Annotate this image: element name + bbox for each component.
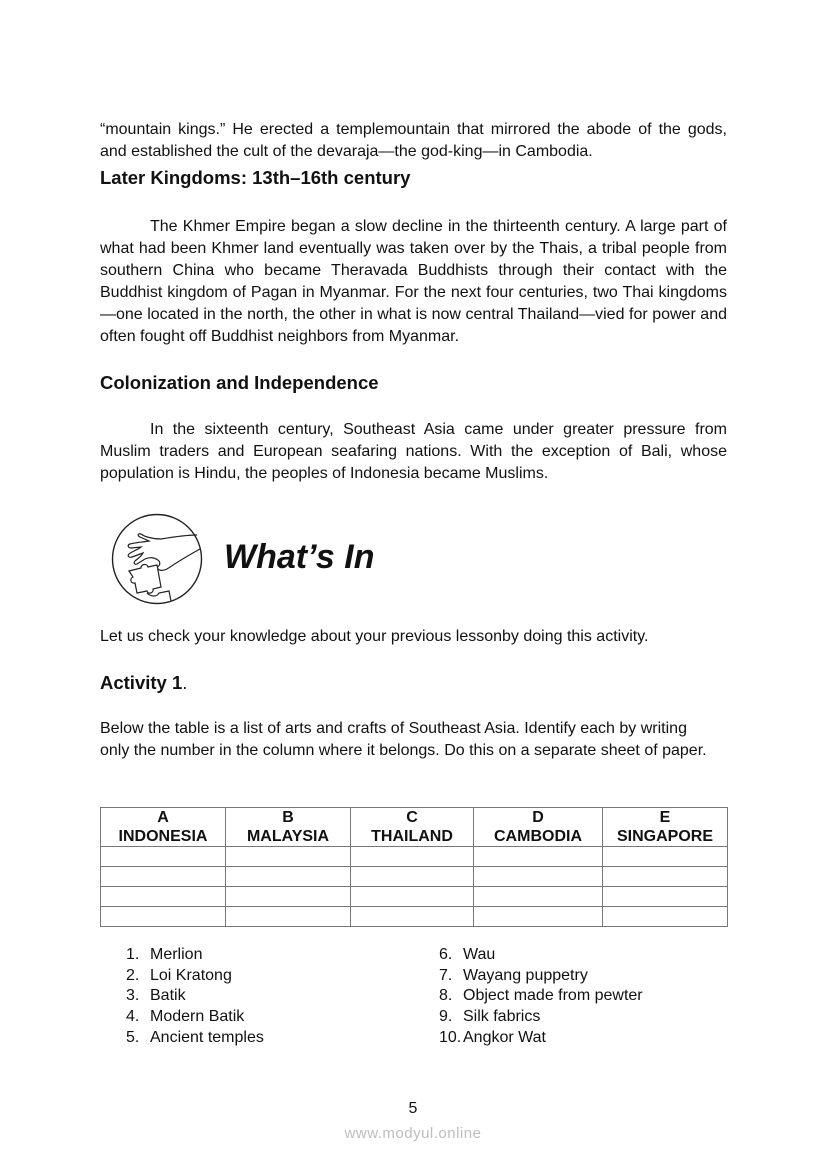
activity-heading-period: . (182, 672, 188, 693)
column-letter: C (351, 808, 474, 828)
items-list-right (439, 945, 643, 1049)
list-item: 6. Wau (439, 946, 496, 963)
list-item: 3. Batik (126, 987, 186, 1005)
answer-cell[interactable] (351, 847, 474, 867)
section-heading-colonization: Colonization and Independence (100, 372, 379, 393)
items-list-left (126, 945, 264, 1049)
intro-paragraph: “mountain kings.” He erected a templemountain that mirrored the abode of the gods, and established the cult of the devaraja—the god-king—in Cambodia. (100, 121, 727, 160)
answer-cell[interactable] (603, 847, 728, 867)
column-letter: E (603, 808, 728, 828)
answer-cell[interactable] (474, 847, 603, 867)
table-row (101, 867, 728, 887)
table-country-row (101, 827, 728, 847)
column-country: MALAYSIA (226, 827, 351, 847)
list-item: 8. Object made from pewter (439, 987, 643, 1005)
section-body-later-kingdoms: The Khmer Empire began a slow decline in the thirteenth century. A large part of what had been Khmer land eventually was taken over by the Thais, a tribal people from southern China who became Theravada Buddhists through their contact with the Buddhist kingdom of Pagan in Myanmar. For the next four centuries, two Thai kingdoms—one located in the north, the other in what is now central Thailand—vied for power and often fought off Buddhist neighbors from Myanmar. (100, 218, 727, 345)
answer-cell[interactable] (351, 887, 474, 907)
column-letter: A (101, 808, 226, 828)
column-letter: B (226, 808, 351, 828)
list-item: 7. Wayang puppetry (439, 966, 588, 984)
answer-cell[interactable] (226, 907, 351, 927)
activity-intro-text: Let us check your knowledge about your previous lessonby doing this activity. (100, 628, 649, 645)
answer-cell[interactable] (603, 867, 728, 887)
answer-cell[interactable] (474, 907, 603, 927)
column-letter: D (474, 808, 603, 828)
list-item: 2. Loi Kratong (126, 966, 232, 984)
page-number: 5 (408, 1100, 418, 1117)
activity-instructions: Below the table is a list of arts and crafts of Southeast Asia. Identify each by writing only the number in the column where it belongs. Do this on a separate sheet of paper. (100, 720, 707, 759)
answer-cell[interactable] (226, 867, 351, 887)
list-item: 5. Ancient temples (126, 1028, 264, 1046)
whats-in-title: What’s In (224, 538, 375, 576)
table-row (101, 907, 728, 927)
list-item: 1. Merlion (126, 946, 203, 963)
answer-cell[interactable] (474, 867, 603, 887)
section-heading-later-kingdoms: Later Kingdoms: 13th–16th century (100, 167, 411, 188)
answer-cell[interactable] (226, 847, 351, 867)
watermark: www.modyul.online (344, 1125, 482, 1142)
activity-heading-label: Activity 1 (100, 672, 183, 693)
list-item: 10. Angkor Wat (439, 1028, 546, 1046)
answer-cell[interactable] (101, 887, 226, 907)
column-country: CAMBODIA (474, 827, 603, 847)
section-body-colonization: In the sixteenth century, Southeast Asia came under greater pressure from Muslim traders and European seafaring nations. With the exception of Bali, whose population is Hindu, the peoples of Indonesia became Muslims. (100, 421, 727, 482)
table-row (101, 887, 728, 907)
answer-cell[interactable] (101, 907, 226, 927)
activity-answer-table (100, 807, 728, 927)
list-item: 4. Modern Batik (126, 1008, 245, 1026)
activity-heading (100, 672, 187, 694)
column-country: SINGAPORE (603, 827, 728, 847)
list-item: 9. Silk fabrics (439, 1008, 541, 1026)
answer-cell[interactable] (603, 887, 728, 907)
answer-cell[interactable] (351, 867, 474, 887)
answer-cell[interactable] (351, 907, 474, 927)
answer-cell[interactable] (226, 887, 351, 907)
hand-puzzle-piece-icon (111, 513, 203, 605)
column-country: THAILAND (351, 827, 474, 847)
answer-cell[interactable] (101, 867, 226, 887)
table-row (101, 847, 728, 867)
answer-cell[interactable] (101, 847, 226, 867)
column-country: INDONESIA (101, 827, 226, 847)
answer-cell[interactable] (603, 907, 728, 927)
answer-cell[interactable] (474, 887, 603, 907)
table-letter-row (101, 808, 728, 828)
